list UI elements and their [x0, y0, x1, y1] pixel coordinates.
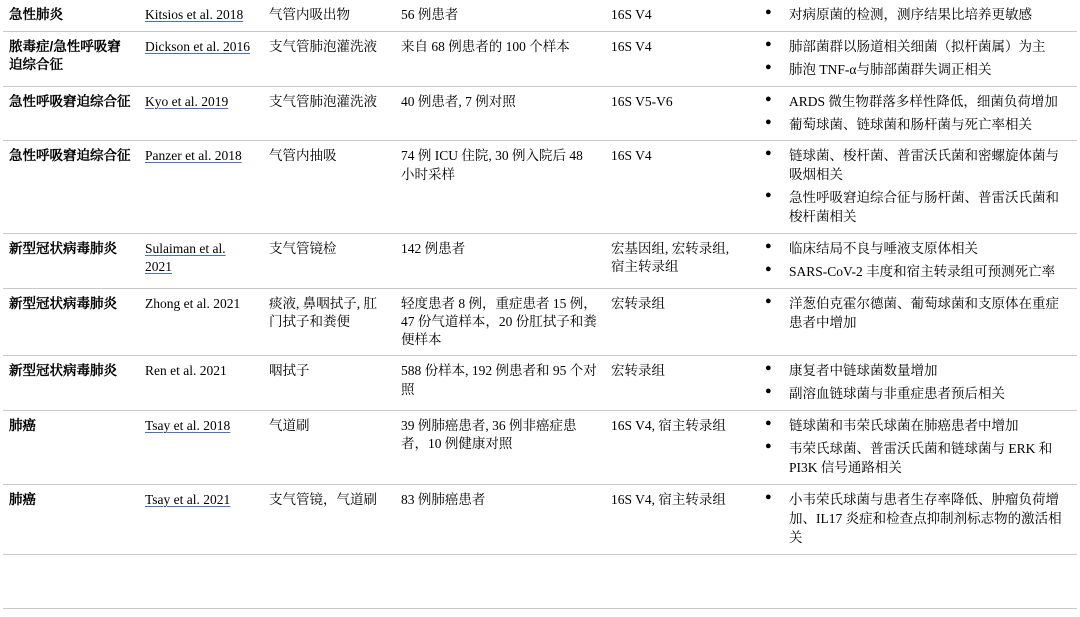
study-reference: Kyo et al. 2019 — [145, 93, 229, 109]
cell-sample: 支气管肺泡灌洗液 — [263, 31, 395, 86]
cell-sample: 咽拭子 — [263, 356, 395, 411]
cell-method: 16S V4 — [605, 0, 747, 31]
cell-study — [139, 141, 263, 234]
cell-findings — [747, 356, 1077, 411]
cell-sample: 支气管肺泡灌洗液 — [263, 86, 395, 141]
study-reference: Kitsios et al. 2018 — [145, 7, 244, 22]
study-reference: Dickson et al. 2016 — [145, 38, 250, 54]
cell-findings — [747, 86, 1077, 141]
finding-item: ● 洋葱伯克霍尔德菌、葡萄球菌和支原体在重症患者中增加 — [753, 295, 1069, 333]
cell-sample: 支气管镜，气道刷 — [263, 484, 395, 554]
findings-list — [753, 362, 1069, 404]
finding-item: ● 急性呼吸窘迫综合征与肠杆菌、普雷沃氏菌和梭杆菌相关 — [753, 189, 1069, 227]
table-row — [3, 356, 1077, 411]
finding-item: ● 肺泡 TNF-α与肺部菌群失调正相关 — [753, 61, 1069, 80]
cell-disease: 新型冠状病毒肺炎 — [3, 234, 139, 289]
study-reference: Ren et al. 2021 — [145, 363, 227, 379]
cell-cohort: 轻度患者 8 例，重症患者 15 例，47 份气道样本，20 份肛拭子和粪便样本 — [395, 288, 605, 356]
cell-method: 宏基因组, 宏转录组, 宿主转录组 — [605, 234, 747, 289]
cell-method: 16S V4 — [605, 31, 747, 86]
cell-findings — [747, 288, 1077, 356]
cell-findings — [747, 484, 1077, 554]
cell-findings — [747, 0, 1077, 31]
table-row — [3, 288, 1077, 356]
cell-disease: 肺癌 — [3, 411, 139, 485]
cell-method: 宏转录组 — [605, 356, 747, 411]
cell-method: 16S V5-V6 — [605, 86, 747, 141]
study-reference: Tsay et al. 2021 — [145, 491, 231, 507]
findings-list — [753, 240, 1069, 282]
findings-list — [753, 295, 1069, 333]
study-reference: Panzer et al. 2018 — [145, 148, 242, 164]
cell-study — [139, 31, 263, 86]
cell-cohort: 56 例患者 — [395, 0, 605, 31]
cell-cohort: 588 份样本, 192 例患者和 95 个对照 — [395, 356, 605, 411]
findings-list — [753, 417, 1069, 478]
cell-study — [139, 86, 263, 141]
cell-disease: 急性呼吸窘迫综合征 — [3, 141, 139, 234]
findings-list — [753, 93, 1069, 135]
cell-method: 16S V4, 宿主转录组 — [605, 484, 747, 554]
finding-item: ● 对病原菌的检测，测序结果比培养更敏感 — [753, 6, 1069, 25]
cell-study — [139, 484, 263, 554]
cell-study — [139, 288, 263, 356]
finding-item: ● 链球菌、梭杆菌、普雷沃氏菌和密螺旋体菌与吸烟相关 — [753, 147, 1069, 185]
footer-divider — [3, 608, 1077, 609]
finding-item: ● SARS-CoV-2 丰度和宿主转录组可预测死亡率 — [753, 263, 1069, 282]
finding-item: ● 肺部菌群以肠道相关细菌（拟杆菌属）为主 — [753, 38, 1069, 57]
cell-study — [139, 356, 263, 411]
table-row — [3, 0, 1077, 31]
findings-list — [753, 6, 1069, 25]
table-row — [3, 141, 1077, 234]
cell-study — [139, 0, 263, 31]
study-reference: Zhong et al. 2021 — [145, 295, 241, 311]
finding-item: ● 副溶血链球菌与非重症患者预后相关 — [753, 385, 1069, 404]
cell-sample: 气管内吸出物 — [263, 0, 395, 31]
table-row — [3, 411, 1077, 485]
cell-disease: 新型冠状病毒肺炎 — [3, 356, 139, 411]
cell-findings — [747, 411, 1077, 485]
cell-disease: 肺癌 — [3, 484, 139, 554]
cell-sample: 气道刷 — [263, 411, 395, 485]
finding-item: ● 链球菌和韦荣氏球菌在肺癌患者中增加 — [753, 417, 1069, 436]
cell-findings — [747, 31, 1077, 86]
table-row — [3, 31, 1077, 86]
cell-cohort: 74 例 ICU 住院, 30 例入院后 48 小时采样 — [395, 141, 605, 234]
cell-cohort: 39 例肺癌患者, 36 例非癌症患者，10 例健康对照 — [395, 411, 605, 485]
cell-sample: 痰液, 鼻咽拭子, 肛门拭子和粪便 — [263, 288, 395, 356]
finding-item: ● 葡萄球菌、链球菌和肠杆菌与死亡率相关 — [753, 116, 1069, 135]
cell-cohort: 40 例患者, 7 例对照 — [395, 86, 605, 141]
cell-findings — [747, 234, 1077, 289]
cell-sample: 支气管镜检 — [263, 234, 395, 289]
finding-item: ● 韦荣氏球菌、普雷沃氏菌和链球菌与 ERK 和 PI3K 信号通路相关 — [753, 440, 1069, 478]
table-row — [3, 484, 1077, 554]
study-reference: Sulaiman et al. 2021 — [145, 241, 226, 275]
table-body — [3, 0, 1077, 554]
finding-item: ● 康复者中链球菌数量增加 — [753, 362, 1069, 381]
cell-disease: 新型冠状病毒肺炎 — [3, 288, 139, 356]
cell-findings — [747, 141, 1077, 234]
cell-cohort: 来自 68 例患者的 100 个样本 — [395, 31, 605, 86]
cell-disease: 急性呼吸窘迫综合征 — [3, 86, 139, 141]
cell-cohort: 83 例肺癌患者 — [395, 484, 605, 554]
study-reference: Tsay et al. 2018 — [145, 418, 231, 434]
finding-item: ● ARDS 微生物群落多样性降低，细菌负荷增加 — [753, 93, 1069, 112]
cell-study — [139, 234, 263, 289]
cell-study — [139, 411, 263, 485]
cell-method: 16S V4 — [605, 141, 747, 234]
finding-item: ● 临床结局不良与唾液支原体相关 — [753, 240, 1069, 259]
cell-sample: 气管内抽吸 — [263, 141, 395, 234]
table-row — [3, 234, 1077, 289]
findings-list — [753, 38, 1069, 80]
table-row — [3, 86, 1077, 141]
cell-method: 16S V4, 宿主转录组 — [605, 411, 747, 485]
findings-list — [753, 491, 1069, 548]
cell-cohort: 142 例患者 — [395, 234, 605, 289]
cell-disease: 急性肺炎 — [3, 0, 139, 31]
cell-disease: 脓毒症/急性呼吸窘迫综合征 — [3, 31, 139, 86]
findings-list — [753, 147, 1069, 227]
studies-table — [3, 0, 1077, 555]
cell-method: 宏转录组 — [605, 288, 747, 356]
finding-item: ● 小韦荣氏球菌与患者生存率降低、肿瘤负荷增加、IL17 炎症和检查点抑制剂标志物的激活相关 — [753, 491, 1069, 548]
